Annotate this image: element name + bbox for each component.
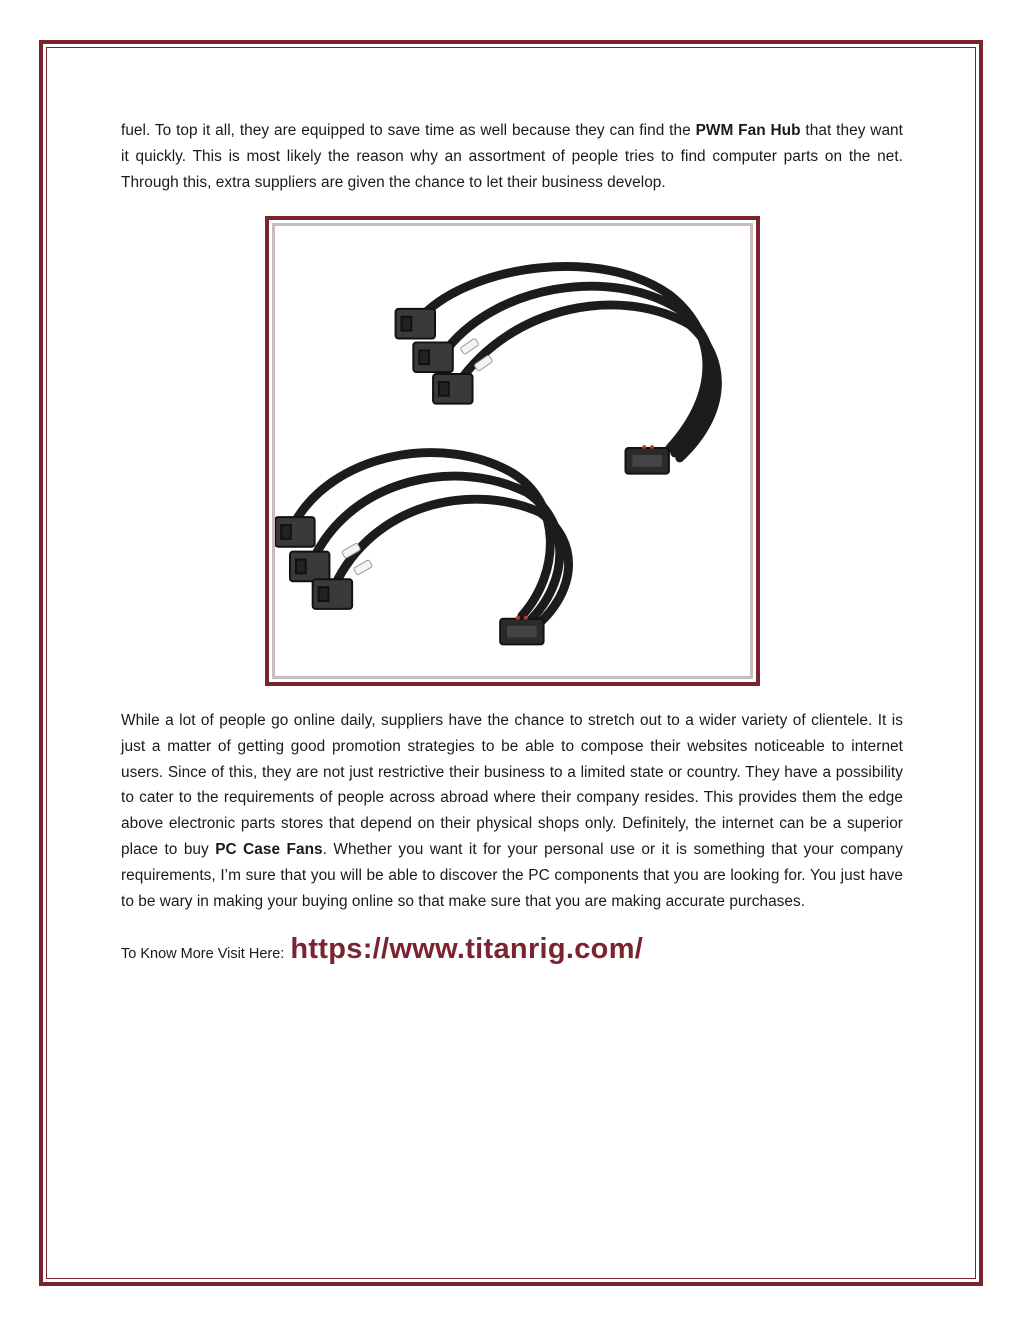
- paragraph-1-text-end: that they want it quickly. This is most likely the reason why an assortment of people tries to find computer parts on the net. Through this, extra suppliers are given the chance to let their business develop.: [121, 122, 903, 191]
- pwm-fan-hub-keyword: PWM Fan Hub: [695, 122, 801, 139]
- upper-fan-connectors: [396, 309, 473, 404]
- document-content: [121, 118, 903, 966]
- paragraph-2-text-end: . Whether you want it for your personal use or it is something that your company requirements, I’m sure that you will be able to discover the PC components that you are looking for. You just have to be wary in making your buying online so that make sure that you are making accurate purchases.: [121, 841, 904, 911]
- fan-splitter-cable-photo: [272, 223, 753, 679]
- titanrig-link[interactable]: https://www.titanrig.com/: [290, 932, 644, 965]
- paragraph-2: [121, 708, 903, 915]
- visit-line: [121, 933, 903, 966]
- visit-label: To Know More Visit Here:: [121, 945, 285, 962]
- paragraph-1-text-start: fuel. To top it all, they are equipped to save time as well because they can find the: [121, 122, 696, 139]
- fan-splitter-cable-illustration: [275, 226, 750, 676]
- lower-fan-connectors: [275, 517, 352, 609]
- paragraph-1: [121, 118, 903, 196]
- upper-splitter-cable: [423, 266, 717, 457]
- paragraph-2-text-start: While a lot of people go online daily, suppliers have the chance to stretch out to a wider variety of clientele. It is just a matter of getting good promotion strategies to be able to compose their websites noticeable to internet users. Since of this, they are not just restrictive their business to a limited state or country. They have a possibility to cater to the requirements of people across abroad where their company resides. This provides them the edge above electronic parts stores that depend on their physical shops only. Definitely, the internet can be a superior place to buy: [121, 711, 903, 859]
- pc-case-fans-keyword: PC Case Fans: [215, 841, 323, 859]
- product-image-frame: [265, 216, 760, 686]
- upper-header-connector: [625, 445, 668, 474]
- lower-header-connector: [500, 616, 543, 645]
